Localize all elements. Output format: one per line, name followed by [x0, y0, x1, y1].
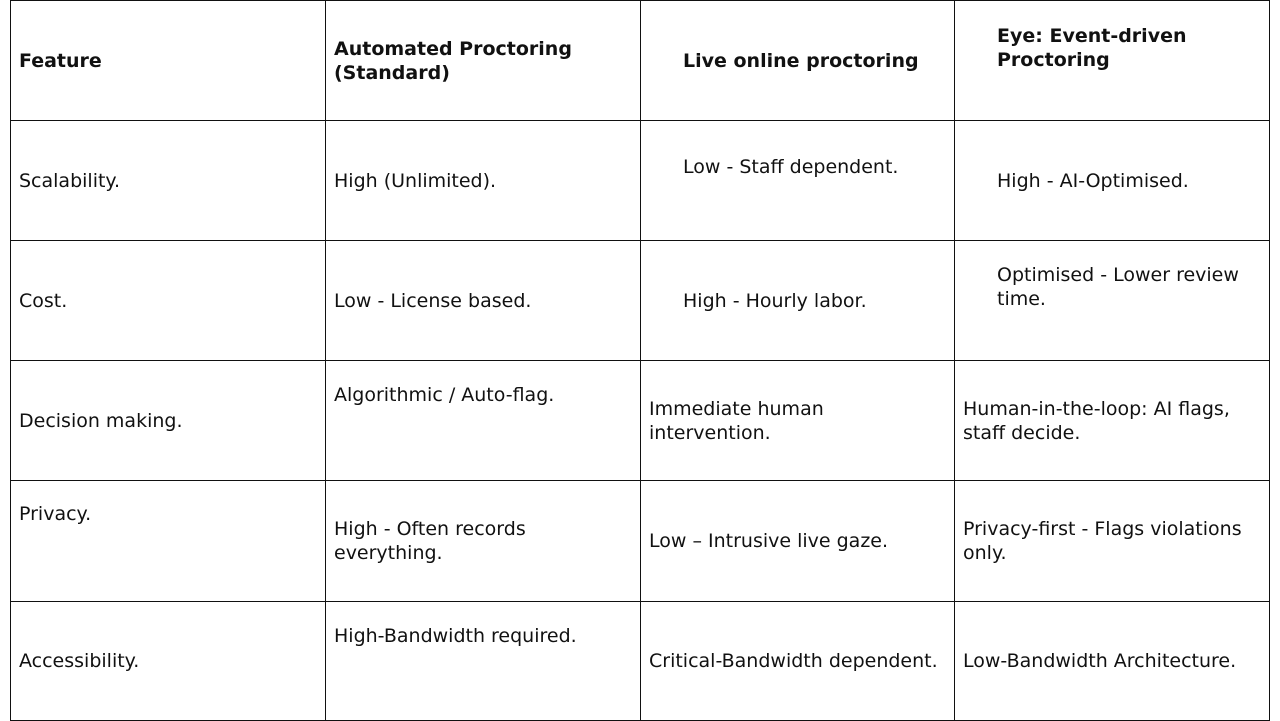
- header-cell-feature: [11, 1, 326, 121]
- table-cell: Optimised - Lower review time.: [955, 241, 1270, 361]
- table-cell: Accessibility.: [11, 602, 326, 721]
- table-cell: Immediate human intervention.: [641, 361, 955, 481]
- header-feature-label: Feature: [19, 49, 102, 72]
- table-cell: Cost.: [11, 241, 326, 361]
- table-cell: Low – Intrusive live gaze.: [641, 481, 955, 602]
- table-cell: High (Unlimited).: [326, 121, 641, 241]
- header-cell-automated: [326, 1, 641, 121]
- header-eye-label: Eye: Event-driven Proctoring: [997, 25, 1187, 71]
- comparison-table: [10, 0, 1270, 721]
- table-cell: Low - Staff dependent.: [641, 121, 955, 241]
- table-cell: Critical-Bandwidth dependent.: [641, 602, 955, 721]
- table-row: [11, 241, 1270, 361]
- table-cell: Decision making.: [11, 361, 326, 481]
- table-row: [11, 121, 1270, 241]
- header-live-label: Live online proctoring: [683, 49, 919, 72]
- table-cell: High - Hourly labor.: [641, 241, 955, 361]
- header-cell-live: [641, 1, 955, 121]
- header-cell-eye: [955, 1, 1270, 121]
- table-cell: Low-Bandwidth Architecture.: [955, 602, 1270, 721]
- table-cell: Privacy.: [11, 481, 326, 602]
- table-cell: Human-in-the-loop: AI flags, staff decide.: [955, 361, 1270, 481]
- table-cell: Algorithmic / Auto-flag.: [326, 361, 641, 481]
- table-row: [11, 361, 1270, 481]
- table-cell: Low - License based.: [326, 241, 641, 361]
- table-cell: High-Bandwidth required.: [326, 602, 641, 721]
- table-row: [11, 481, 1270, 602]
- header-automated-label: Automated Proctoring (Standard): [334, 37, 572, 84]
- table-cell: High - AI-Optimised.: [955, 121, 1270, 241]
- table-cell: Privacy-first - Flags violations only.: [955, 481, 1270, 602]
- table-row: [11, 602, 1270, 721]
- table-cell: Scalability.: [11, 121, 326, 241]
- table-cell: High - Often records everything.: [326, 481, 641, 602]
- header-row: [11, 1, 1270, 121]
